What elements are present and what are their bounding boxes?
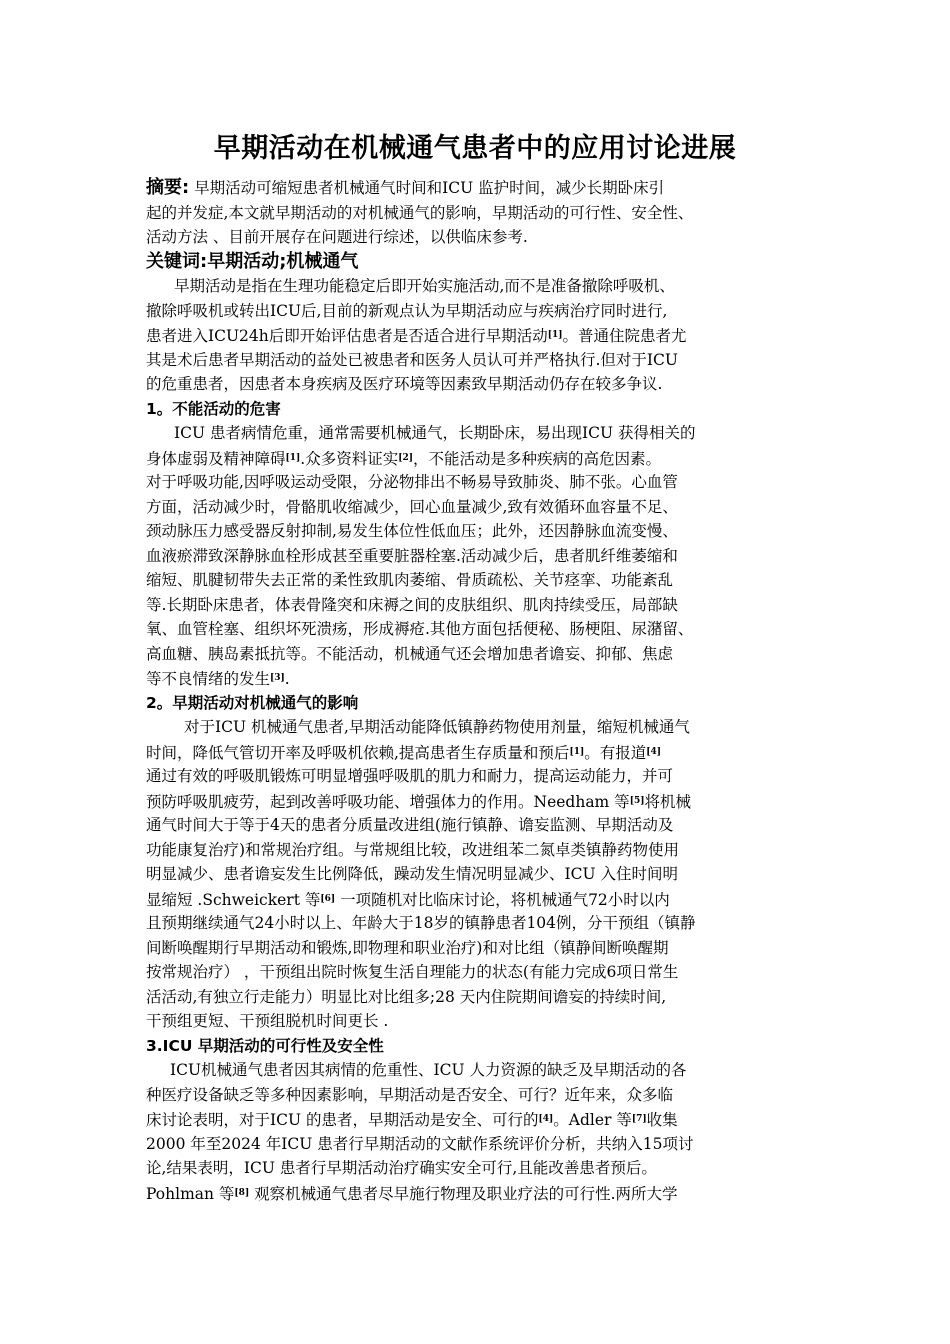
section-line: 论,结果表明，ICU 患者行早期活动治疗确实安全可行,且能改善患者预后。 (146, 1159, 657, 1177)
section-text: 等不良情绪的发生 (146, 670, 271, 688)
citation: [1] (285, 452, 301, 463)
section-line: 且预期继续通气24小时以上、年龄大于18岁的镇静患者104例，分干预组（镇静 (146, 914, 696, 932)
section-line: 种医疗设备缺乏等多种因素影响，早期活动是否安全、可行？近年来，众多临 (146, 1085, 674, 1104)
citation: [1] (569, 746, 585, 757)
citation: [3] (270, 673, 285, 683)
intro-line: 撤除呼吸机或转出ICU后,目前的新观点认为早期活动应与疾病治疗同时进行, (146, 301, 668, 320)
intro-line (146, 323, 826, 348)
section-line: ICU机械通气患者因其病情的危重性、ICU 人力资源的缺乏及早期活动的各 (170, 1061, 687, 1079)
section-heading: 1。不能活动的危害 (146, 399, 281, 418)
section-text: 。有报道 (584, 743, 647, 762)
citation: [1] (547, 330, 563, 340)
intro-text: 患者进入ICU24h后即开始评估患者是否适合进行早期活动 (146, 327, 548, 345)
abstract-label: 摘要: (146, 177, 190, 198)
section-line: 对于呼吸功能,因呼吸运动受限，分泌物排出不畅易导致肺炎、肺不张。心血管 (146, 473, 678, 491)
section-line (146, 1107, 826, 1132)
section-text: 将机械 (644, 792, 691, 811)
section-text: 一项随机对比临床讨论，将机械通气72小时以内 (335, 890, 670, 909)
section-line: 血液瘀滞致深静脉血栓形成甚至重要脏器栓塞.活动减少后，患者肌纤维萎缩和 (146, 546, 678, 565)
section-text: 床讨论表明，对于ICU 的患者，早期活动是安全、可行的 (146, 1111, 539, 1129)
section-line (146, 740, 826, 765)
section-line (146, 666, 826, 691)
section-line: 活活动,有独立行走能力）明显比对比组多;28 天内住院期间谵妄的持续时间, (146, 987, 667, 1006)
intro-line: 其是术后患者早期活动的益处已被患者和医务人员认可并严格执行.但对于ICU (146, 350, 678, 369)
section-text: 显缩短 .Schweickert 等 (146, 890, 321, 909)
section-text: 时间，降低气管切开率及呼吸机依赖,提高患者生存质量和预后 (146, 743, 570, 762)
page-title: 早期活动在机械通气患者中的应用讨论进展 (213, 133, 737, 164)
section-line: 对于ICU 机械通气患者,早期活动能降低镇静药物使用剂量，缩短机械通气 (184, 718, 690, 736)
citation: [4] (646, 746, 662, 757)
intro-text: 。普通住院患者尤 (562, 327, 687, 345)
document-body (146, 176, 826, 1205)
section-line: 颈动脉压力感受器反射抑制,易发生体位性低血压；此外，还因静脉血流变慢、 (146, 522, 678, 540)
abstract-text: 早期活动可缩短患者机械通气时间和ICU 监护时间，减少长期卧床引 (189, 179, 665, 197)
abstract-line: 活动方法 、目前开展存在问题进行综述，以供临床参考. (146, 228, 528, 246)
section-line: ICU 患者病情危重，通常需要机械通气，长期卧床，易出现ICU 获得相关的 (174, 424, 696, 442)
section-line (146, 887, 826, 912)
section-text: 观察机械通气患者尽早施行物理及职业疗法的可行性.两所大学 (249, 1184, 678, 1203)
section-line: 高血糖、胰岛素抵抗等。不能活动，机械通气还会增加患者谵妄、抑郁、焦虑 (146, 644, 674, 663)
intro-line: 的危重患者，因患者本身疾病及医疗环境等因素致早期活动仍存在较多争议. (146, 375, 663, 393)
section-text: 收集 (646, 1111, 678, 1129)
section-heading: 3.ICU 早期活动的可行性及安全性 (146, 1036, 384, 1055)
section-text: 身体虚弱及精神障碍 (146, 449, 286, 468)
section-line: 干预组更短、干预组脱机时间更长 . (146, 1012, 389, 1030)
section-text: 预防呼吸肌疲劳，起到改善呼吸功能、增强体力的作用。Needham 等 (146, 792, 630, 811)
section-text: Pohlman 等 (146, 1184, 235, 1203)
section-text: ，不能活动是多种疾病的高危因素。 (413, 449, 662, 468)
section-line: 2000 年至2024 年ICU 患者行早期活动的文献作系统评价分析，共纳入15项讨 (146, 1134, 694, 1153)
section-line: 氧、血管栓塞、组织坏死溃疡，形成褥疮.其他方面包括便秘、肠梗阻、尿潴留、 (146, 620, 694, 638)
section-line: 缩短、肌腱韧带失去正常的柔性致肌肉萎缩、骨质疏松、关节痉挛、功能紊乱 (146, 571, 674, 589)
citation: [5] (629, 795, 645, 806)
section-line (146, 446, 826, 471)
section-text: .众多资料证实 (300, 449, 399, 468)
citation: [8] (234, 1187, 250, 1198)
abstract-line (146, 176, 826, 201)
section-line: 等.长期卧床患者，体表骨隆突和床褥之间的皮肤组织、肌肉持续受压，局部缺 (146, 595, 678, 614)
section-line: 通气时间大于等于4天的患者分质量改进组(施行镇静、谵妄监测、早期活动及 (146, 816, 674, 834)
citation: [4] (538, 1114, 554, 1124)
section-line: 明显减少、患者谵妄发生比例降低，躁动发生情况明显减少、ICU 入住时间明 (146, 865, 678, 883)
section-line (146, 789, 826, 814)
keywords: 关键词:早期活动;机械通气 (146, 250, 359, 272)
section-line: 方面，活动减少时，骨骼肌收缩减少，回心血量减少,致有效循环血容量不足、 (146, 497, 678, 516)
citation: [7] (631, 1114, 647, 1124)
section-text: . (284, 670, 290, 688)
intro-line: 早期活动是指在生理功能稳定后即开始实施活动,而不是准备撤除呼吸机、 (174, 277, 675, 295)
abstract-line: 起的并发症,本文就早期活动的对机械通气的影响，早期活动的可行性、安全性、 (146, 203, 694, 222)
section-line: 按常规治疗） ，干预组出院时恢复生活自理能力的状态(有能力完成6项日常生 (146, 963, 679, 981)
section-line (146, 1181, 826, 1206)
section-heading: 2。早期活动对机械通气的影响 (146, 693, 359, 712)
citation: [2] (398, 452, 414, 463)
citation: [6] (320, 893, 336, 904)
section-text: 。Adler 等 (553, 1111, 632, 1129)
section-line: 间断唤醒期行早期活动和锻炼,即物理和职业治疗)和对比组（镇静间断唤醒期 (146, 938, 669, 957)
section-line: 通过有效的呼吸肌锻炼可明显增强呼吸肌的肌力和耐力，提高运动能力，并可 (146, 767, 674, 785)
section-line: 功能康复治疗)和常规治疗组。与常规组比较，改进组苯二氮卓类镇静药物使用 (146, 840, 680, 859)
